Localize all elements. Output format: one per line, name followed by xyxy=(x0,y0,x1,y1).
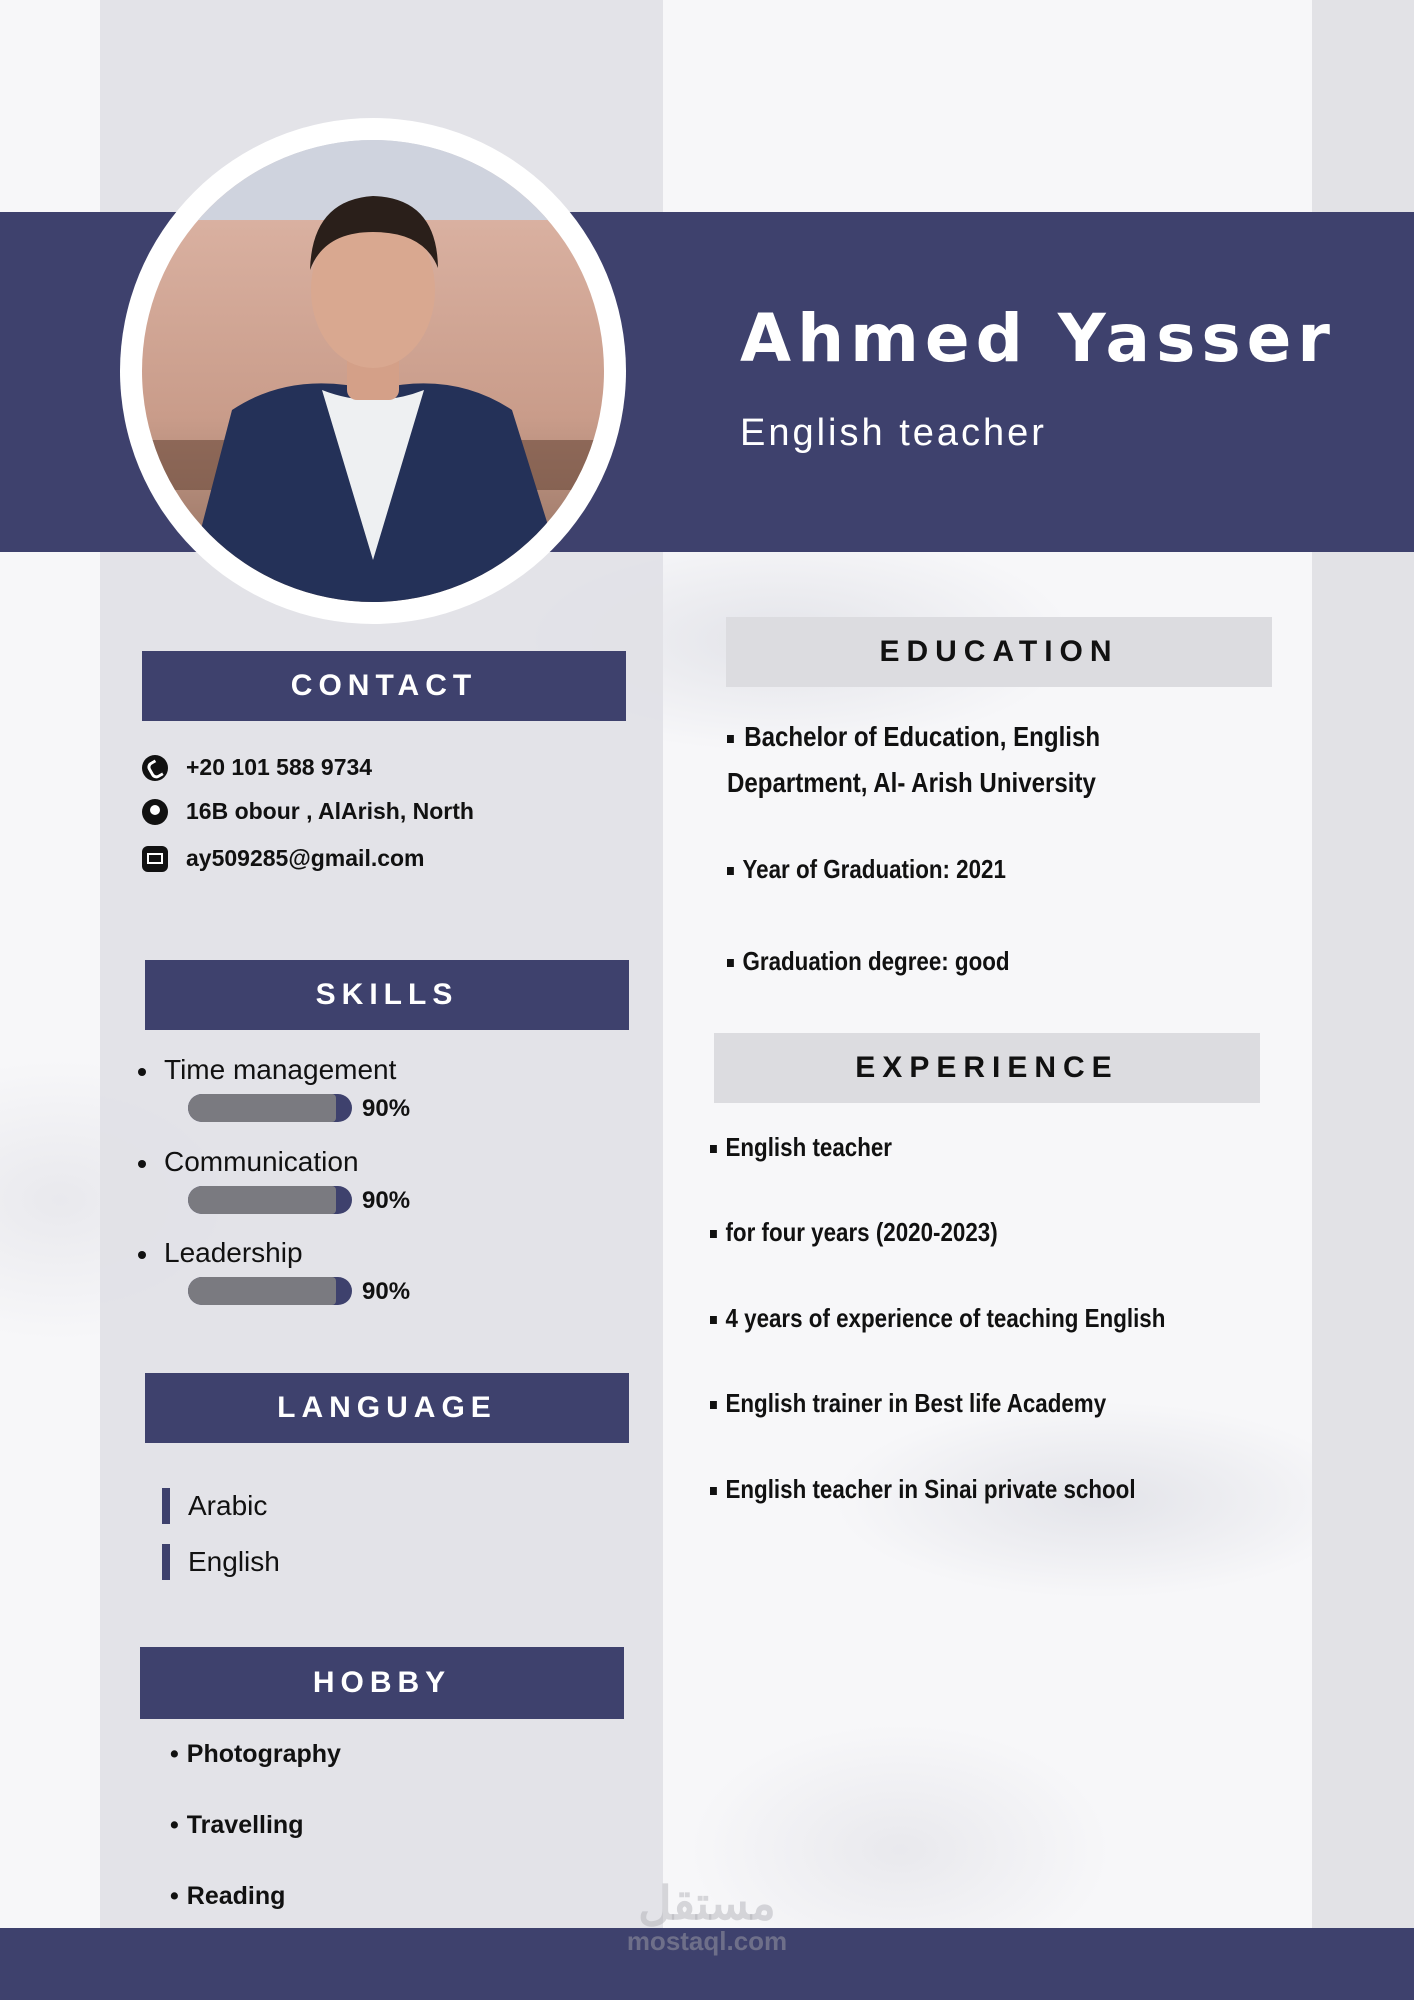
language-item: English xyxy=(162,1544,280,1580)
hobby-item: • Photography xyxy=(170,1740,341,1769)
experience-item: for four years (2020-2023) xyxy=(710,1217,998,1248)
address-text: 16B obour , AlArish, North xyxy=(186,798,474,824)
candidate-role: English teacher xyxy=(740,412,1047,454)
language-item: Arabic xyxy=(162,1488,267,1524)
language-heading: LANGUAGE xyxy=(145,1373,629,1443)
skill-percent: 90% xyxy=(362,1278,411,1305)
mail-icon xyxy=(142,846,168,872)
profile-photo xyxy=(142,140,604,602)
hobby-item: • Travelling xyxy=(170,1811,303,1840)
candidate-name: Ahmed Yasser xyxy=(740,300,1336,377)
hobby-item: • Reading xyxy=(170,1882,285,1911)
skill-bar-fill xyxy=(188,1094,336,1122)
skills-heading: SKILLS xyxy=(145,960,629,1030)
skill-bar xyxy=(188,1186,352,1214)
experience-heading: EXPERIENCE xyxy=(714,1033,1260,1103)
contact-heading: CONTACT xyxy=(142,651,626,721)
skill-label: Time management xyxy=(164,1054,397,1085)
skill-bar-fill xyxy=(188,1186,336,1214)
email-text: ay509285@gmail.com xyxy=(186,845,425,871)
skill-percent: 90% xyxy=(362,1187,411,1214)
education-item: Graduation degree: good xyxy=(727,946,1010,977)
hobby-heading: HOBBY xyxy=(140,1647,624,1719)
skill-percent: 90% xyxy=(362,1095,411,1122)
watermark-arabic: مستقل xyxy=(638,1877,776,1929)
watermark-site: mostaql.com xyxy=(626,1926,788,1956)
experience-item: 4 years of experience of teaching English xyxy=(710,1303,1165,1334)
experience-item: English trainer in Best life Academy xyxy=(710,1388,1106,1419)
skill-label: Communication xyxy=(164,1146,359,1177)
skill-bar-fill xyxy=(188,1277,336,1305)
education-heading: EDUCATION xyxy=(726,617,1272,687)
phone-text: +20 101 588 9734 xyxy=(186,754,373,780)
contact-email xyxy=(142,845,425,872)
education-item: Bachelor of Education, English Department, Al- Arish University xyxy=(727,714,1196,806)
person-portrait-icon xyxy=(142,140,604,602)
contact-phone xyxy=(142,754,372,781)
skill-bar xyxy=(188,1277,352,1305)
watermark xyxy=(0,1877,1414,1957)
education-item: Year of Graduation: 2021 xyxy=(727,854,1006,885)
location-pin-icon xyxy=(142,799,168,825)
phone-icon xyxy=(142,755,168,781)
contact-address xyxy=(142,798,474,825)
experience-item: English teacher xyxy=(710,1132,892,1163)
experience-item: English teacher in Sinai private school xyxy=(710,1474,1136,1505)
skill-bar xyxy=(188,1094,352,1122)
skill-label: Leadership xyxy=(164,1237,303,1268)
